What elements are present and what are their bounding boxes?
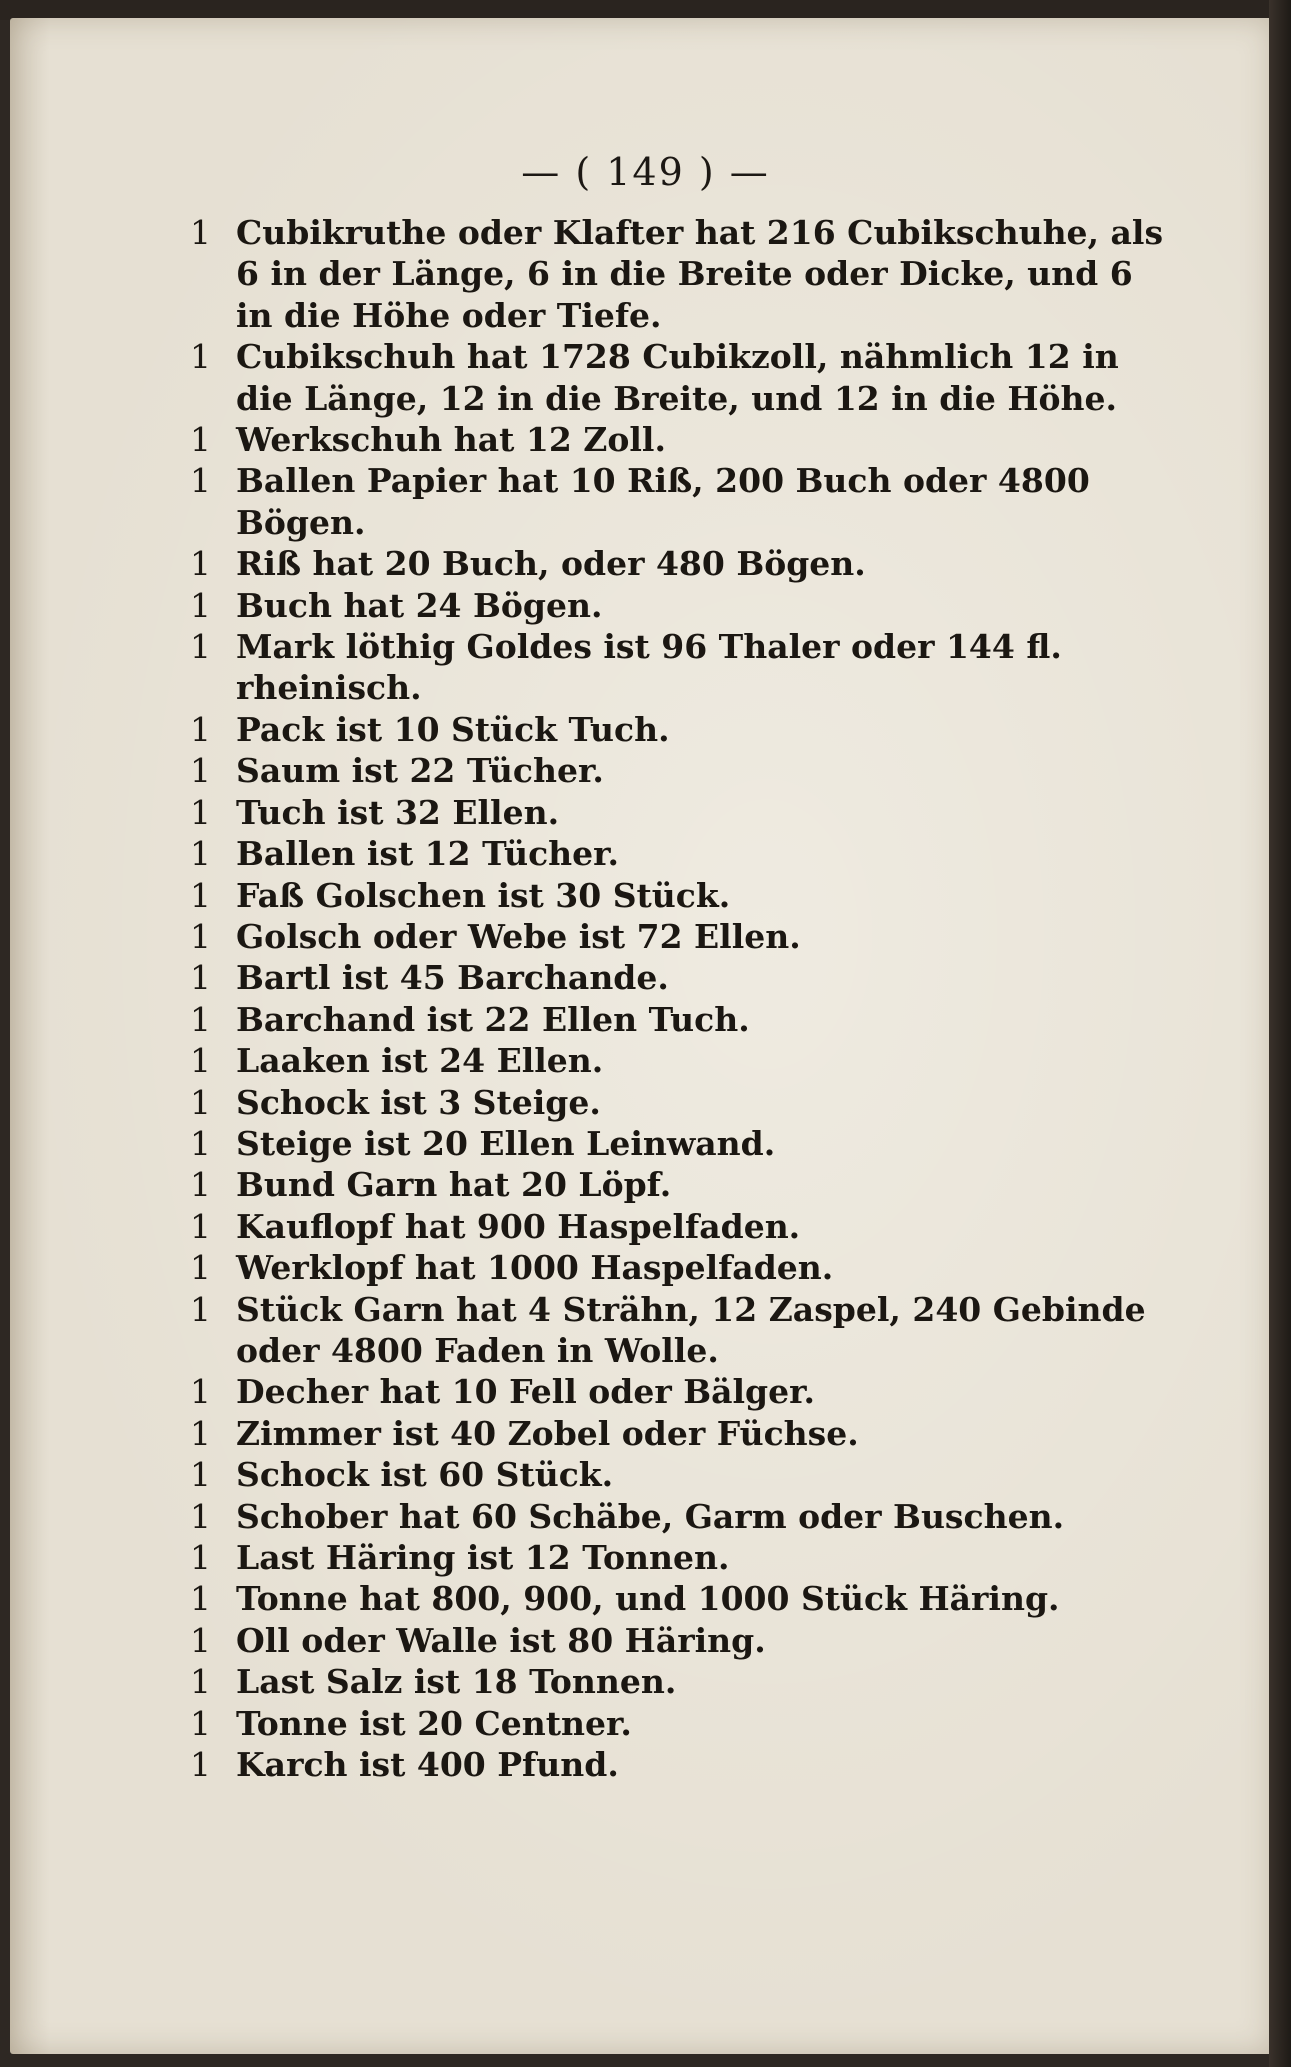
list-item bbox=[190, 1744, 1170, 1785]
entry-count: 1 bbox=[190, 1165, 211, 1205]
entry-count: 1 bbox=[190, 1041, 211, 1081]
entry-text: Golsch oder Webe ist 72 Ellen. bbox=[236, 916, 801, 956]
list-item bbox=[190, 460, 1170, 543]
list-item bbox=[190, 1661, 1170, 1702]
entry-text: Tonne hat 800, 900, und 1000 Stück Häring. bbox=[236, 1579, 1060, 1619]
entry-count: 1 bbox=[190, 1662, 211, 1702]
entry-count: 1 bbox=[190, 337, 211, 377]
entry-text: Schock ist 3 Steige. bbox=[236, 1082, 601, 1122]
list-item bbox=[190, 1206, 1170, 1247]
entry-count: 1 bbox=[190, 1620, 211, 1660]
entry-text: Riß hat 20 Buch, oder 480 Bögen. bbox=[236, 544, 866, 584]
list-item bbox=[190, 1454, 1170, 1495]
entry-text: Schock ist 60 Stück. bbox=[236, 1455, 614, 1495]
entry-count: 1 bbox=[190, 792, 211, 832]
list-item bbox=[190, 1082, 1170, 1123]
entry-text: Last Salz ist 18 Tonnen. bbox=[236, 1662, 677, 1702]
list-item bbox=[190, 957, 1170, 998]
entry-text: Cubikruthe oder Klafter hat 216 Cubikschuhe, als 6 in der Länge, 6 in die Breite oder Dicke, und 6 in die Höhe oder Tiefe. bbox=[236, 213, 1164, 335]
book-edge-right bbox=[1269, 0, 1291, 2067]
entry-text: Mark löthig Goldes ist 96 Thaler oder 144 fl. rheinisch. bbox=[236, 627, 1062, 708]
entry-count: 1 bbox=[190, 1248, 211, 1288]
list-item bbox=[190, 792, 1170, 833]
list-item bbox=[190, 1371, 1170, 1412]
entry-count: 1 bbox=[190, 958, 211, 998]
entry-count: 1 bbox=[190, 999, 211, 1039]
list-item bbox=[190, 626, 1170, 709]
entry-count: 1 bbox=[190, 916, 211, 956]
entry-count: 1 bbox=[190, 1206, 211, 1246]
list-item bbox=[190, 1247, 1170, 1288]
entry-count: 1 bbox=[190, 1413, 211, 1453]
entry-text: Barchand ist 22 Ellen Tuch. bbox=[236, 999, 750, 1039]
list-item bbox=[190, 833, 1170, 874]
entry-text: Laaken ist 24 Ellen. bbox=[236, 1041, 604, 1081]
entry-count: 1 bbox=[190, 1496, 211, 1536]
list-item bbox=[190, 875, 1170, 916]
entry-count: 1 bbox=[190, 1082, 211, 1122]
entry-text: Decher hat 10 Fell oder Bälger. bbox=[236, 1372, 815, 1412]
entry-text: Zimmer ist 40 Zobel oder Füchse. bbox=[236, 1413, 859, 1453]
entry-text: Bund Garn hat 20 Löpf. bbox=[236, 1165, 672, 1205]
entry-text: Schober hat 60 Schäbe, Garm oder Buschen. bbox=[236, 1496, 1065, 1536]
entry-count: 1 bbox=[190, 1745, 211, 1785]
entry-count: 1 bbox=[190, 585, 211, 625]
entry-text: Pack ist 10 Stück Tuch. bbox=[236, 709, 670, 749]
entry-count: 1 bbox=[190, 751, 211, 791]
list-item bbox=[190, 750, 1170, 791]
list-item bbox=[190, 585, 1170, 626]
entry-text: Kauflopf hat 900 Haspelfaden. bbox=[236, 1206, 801, 1246]
entry-count: 1 bbox=[190, 1372, 211, 1412]
entry-text: Tonne ist 20 Centner. bbox=[236, 1703, 632, 1743]
entry-count: 1 bbox=[190, 709, 211, 749]
book-edge-top bbox=[0, 0, 1291, 20]
entry-text: Steige ist 20 Ellen Leinwand. bbox=[236, 1123, 776, 1163]
entry-count: 1 bbox=[190, 1703, 211, 1743]
list-item bbox=[190, 1164, 1170, 1205]
list-item bbox=[190, 419, 1170, 460]
entry-text: Ballen ist 12 Tücher. bbox=[236, 834, 620, 874]
entry-text: Tuch ist 32 Ellen. bbox=[236, 792, 560, 832]
entry-text: Ballen Papier hat 10 Riß, 200 Buch oder 4800 Bögen. bbox=[236, 461, 1090, 542]
entry-count: 1 bbox=[190, 420, 211, 460]
entry-count: 1 bbox=[190, 1579, 211, 1619]
entry-count: 1 bbox=[190, 1123, 211, 1163]
list-item bbox=[190, 709, 1170, 750]
entry-count: 1 bbox=[190, 461, 211, 501]
entry-text: Stück Garn hat 4 Strähn, 12 Zaspel, 240 Gebinde oder 4800 Faden in Wolle. bbox=[236, 1289, 1146, 1370]
list-item bbox=[190, 1496, 1170, 1537]
entry-text: Karch ist 400 Pfund. bbox=[236, 1745, 619, 1785]
list-item bbox=[190, 1578, 1170, 1619]
list-item bbox=[190, 1123, 1170, 1164]
entry-text: Oll oder Walle ist 80 Häring. bbox=[236, 1620, 766, 1660]
entry-count: 1 bbox=[190, 1538, 211, 1577]
entry-text: Cubikschuh hat 1728 Cubikzoll, nähmlich 12 in die Länge, 12 in die Breite, und 12 in die Höhe. bbox=[236, 337, 1119, 418]
entry-text: Buch hat 24 Bögen. bbox=[236, 585, 603, 625]
entry-count: 1 bbox=[190, 1455, 211, 1495]
entry-count: 1 bbox=[190, 1289, 211, 1329]
entry-text: Faß Golschen ist 30 Stück. bbox=[236, 875, 731, 915]
entry-text: Bartl ist 45 Barchande. bbox=[236, 958, 669, 998]
entry-text: Werklopf hat 1000 Haspelfaden. bbox=[236, 1248, 834, 1288]
entry-text: Werkschuh hat 12 Zoll. bbox=[236, 420, 666, 460]
list-item bbox=[190, 543, 1170, 584]
measures-list bbox=[190, 212, 1170, 1785]
list-item bbox=[190, 1289, 1170, 1372]
list-item bbox=[190, 916, 1170, 957]
entry-count: 1 bbox=[190, 544, 211, 584]
entry-count: 1 bbox=[190, 875, 211, 915]
list-item bbox=[190, 212, 1170, 336]
list-item bbox=[190, 1620, 1170, 1661]
list-item bbox=[190, 1413, 1170, 1454]
list-item bbox=[190, 1537, 1170, 1578]
entry-text: Saum ist 22 Tücher. bbox=[236, 751, 604, 791]
page-number: — ( 149 ) — bbox=[521, 150, 770, 194]
entry-count: 1 bbox=[190, 213, 211, 252]
entry-text: Last Häring ist 12 Tonnen. bbox=[236, 1538, 730, 1577]
entry-count: 1 bbox=[190, 627, 211, 667]
list-item bbox=[190, 336, 1170, 419]
list-item bbox=[190, 1040, 1170, 1081]
list-item bbox=[190, 1703, 1170, 1744]
entry-count: 1 bbox=[190, 834, 211, 874]
list-item bbox=[190, 999, 1170, 1040]
